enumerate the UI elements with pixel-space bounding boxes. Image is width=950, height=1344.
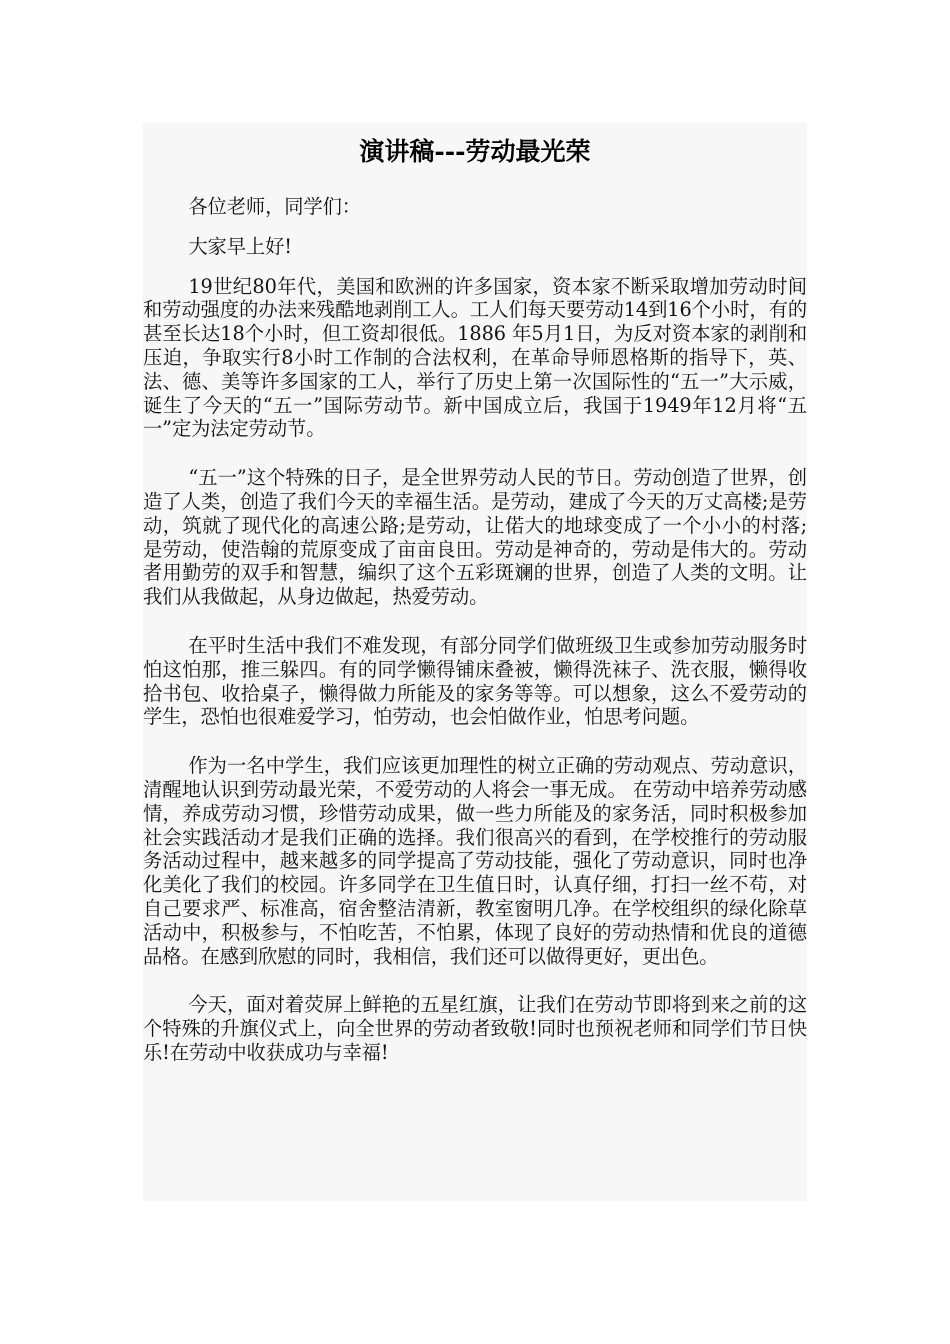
paragraph-closing: 今天，面对着荧屏上鲜艳的五星红旗，让我们在劳动节即将到来之前的这个特殊的升旗仪式上，向全世界的劳动者致敬!同时也预祝老师和同学们节日快乐!在劳动中收获成功与幸福! [143, 993, 807, 1064]
greeting: 各位老师，同学们： [188, 195, 361, 218]
paragraph-history: 19世纪80年代，美国和欧洲的许多国家，资本家不断采取增加劳动时间和劳动强度的办法来残酷地剥削工人。工人们每天要劳动14到16个小时，有的甚至长达18个小时，但工资却很低。1886 年5月1日，为反对资本家的剥削和压迫，争取实行8小时工作制的合法权利，在革命导师恩格斯的指导下，英、法、德、美等许多国家的工人，举行了历史上第一次国际性的“五一”大示威，诞生了今天的“五一”国际劳动节。新中国成立后，我国于1949年12月将“五一”定为法定劳动节。 [143, 274, 807, 441]
paragraph-student-duty: 作为一名中学生，我们应该更加理性的树立正确的劳动观点、劳动意识，清醒地认识到劳动最光荣，不爱劳动的人将会一事无成。 在劳动中培养劳动感情，养成劳动习惯，珍惜劳动成果，做一些力所能及的家务活，同时积极参加社会实践活动才是我们正确的选择。我们很高兴的看到，在学校推行的劳动服务活动过程中，越来越多的同学提高了劳动技能，强化了劳动意识，同时也净化美化了我们的校园。许多同学在卫生值日时，认真仔细，打扫一丝不苟，对自己要求严、标准高，宿舍整洁清新，教室窗明几净。在学校组织的绿化除草活动中，积极参与，不怕吃苦，不怕累，体现了良好的劳动热情和优良的道德品格。在感到欣慰的同时，我相信，我们还可以做得更好，更出色。 [143, 754, 807, 968]
document-page [143, 123, 807, 1201]
paragraph-observation: 在平时生活中我们不难发现，有部分同学们做班级卫生或参加劳动服务时怕这怕那，推三躲四。有的同学懒得铺床叠被，懒得洗袜子、洗衣服，懒得收拾书包、收拾桌子，懒得做力所能及的家务等等。可以想象，这么不爱劳动的学生，恐怕也很难爱学习，怕劳动，也会怕做作业，怕思考问题。 [143, 633, 807, 729]
document-title: 演讲稿---劳动最光荣 [359, 137, 591, 166]
opening-line: 大家早上好! [188, 234, 292, 258]
paragraph-labor-creates: “五一”这个特殊的日子，是全世界劳动人民的节日。劳动创造了世界，创造了人类，创造了我们今天的幸福生活。是劳动，建成了今天的万丈高楼;是劳动，筑就了现代化的高速公路;是劳动，让偌大的地球变成了一个小小的村落;是劳动，使浩翰的荒原变成了亩亩良田。劳动是神奇的，劳动是伟大的。劳动者用勤劳的双手和智慧，编织了这个五彩斑斓的世界，创造了人类的文明。让我们从我做起，从身边做起，热爱劳动。 [143, 466, 807, 609]
document-body [143, 195, 807, 1090]
